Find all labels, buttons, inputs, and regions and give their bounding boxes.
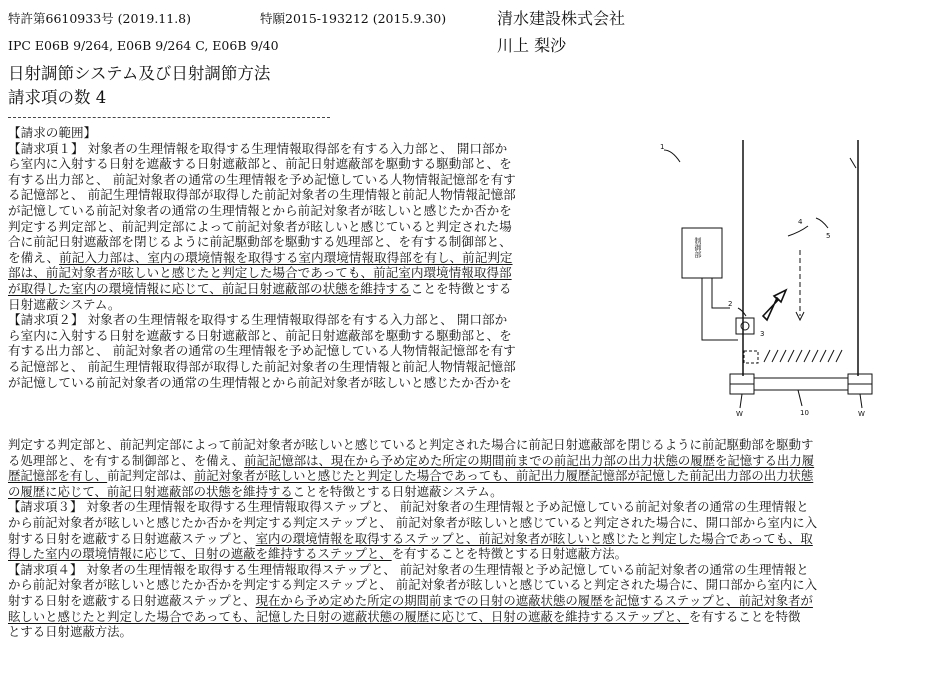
underlined-text: 前記入力部は、室内の環境情報を取得する室内環境情報取得部を有し、前記判定: [59, 249, 513, 265]
claim-line: [8, 141, 578, 157]
claim-text: ら室内に入射する日射を遮蔽する日射遮蔽部と、前記日射遮蔽部を駆動する駆動部と、を: [8, 327, 512, 343]
underlined-text: の履歴に応じて、前記日射遮蔽部の状態を維持する: [8, 483, 293, 499]
claim-line: [8, 515, 938, 531]
claim-line: [8, 499, 938, 515]
underlined-text: 部は、前記対象者が眩しいと感じたと判定した場合であっても、前記室内環境情報取得部: [8, 265, 512, 281]
ref-label: 2: [728, 300, 733, 308]
claim-line: [8, 484, 938, 500]
claim-line: [8, 281, 578, 297]
claim-count: 請求項の数 4: [8, 88, 107, 107]
invention-title: 日射調節システム及び日射調節方法: [8, 64, 271, 83]
blind-slats: [764, 350, 842, 362]
claim-line: [8, 312, 578, 328]
claim-text: る記憶部と、 前記生理情報取得部が取得した前記対象者の生理情報と前記人物情報記憶部: [8, 187, 516, 203]
claim-text: 日射遮蔽システム。: [8, 296, 121, 312]
claim-line: [8, 359, 578, 375]
claim-line: [8, 297, 578, 313]
claim-line: [8, 187, 578, 203]
claims-section: [8, 125, 578, 390]
claim-text: が記憶している前記対象者の通常の生理情報とから前記対象者が眩しいと感じたか否かを: [8, 374, 512, 390]
ref-label: 1: [660, 143, 665, 151]
claim-text: を有することを特徴: [688, 608, 801, 624]
ipc-classification: IPC E06B 9/264, E06B 9/264 C, E06B 9/40: [8, 38, 279, 53]
claim-line: [8, 577, 938, 593]
claim-text: を備え、: [8, 249, 60, 265]
claim-text: から前記対象者が眩しいと感じたか否かを判定する判定ステップと、 前記対象者が眩しいと感じていると判定された場合に、開口部から室内に入: [8, 577, 818, 593]
inventor-name: 川上 梨沙: [497, 36, 567, 55]
claim-text: ことを特徴とする: [410, 280, 512, 296]
claim-line: [8, 203, 578, 219]
claim-line: [8, 250, 578, 266]
underlined-text: 室内の環境情報を取得するステップと、前記対象者が眩しいと感じたと判定した場合であっても、取: [255, 530, 813, 546]
underlined-text: 眩しいと感じたと判定した場合であっても、記憶した日射の遮蔽状態の履歴に応じて、日射の遮蔽を維持するステップと、: [8, 608, 689, 624]
claims-continuation: [8, 437, 938, 640]
claim-line: [8, 546, 938, 562]
ref-label: 4: [798, 218, 803, 226]
claim-line: [8, 593, 938, 609]
claim-line: [8, 468, 938, 484]
claim-line: [8, 219, 578, 235]
claim-text: ことを特徴とする日射遮蔽システム。: [292, 483, 503, 499]
patent-number: 特許第6610933号 (2019.11.8): [8, 11, 192, 26]
claim-text: 有する出力部と、 前記対象者の通常の生理情報を予め記憶している人物情報記憶部を有す: [8, 343, 516, 359]
claim-line: [8, 531, 938, 547]
claim-text: 判定する判定部と、前記判定部によって前記対象者が眩しいと感じていると判定された場: [8, 218, 512, 234]
drive-unit-box: [744, 351, 758, 363]
claim-line: [8, 453, 938, 469]
claim-line: [8, 265, 578, 281]
claim-text: を有することを特徴とする日射遮蔽方法。: [391, 546, 628, 562]
claim-text: る処理部と、を有する制御部と、を備え、: [8, 452, 245, 468]
claim-text: 合に前記日射遮蔽部を閉じるように前記駆動部を駆動する処理部と、を有する制御部と、: [8, 234, 512, 250]
sunlight-arrow: [763, 290, 786, 320]
claim-line: [8, 624, 938, 640]
sensor-lens: [741, 322, 749, 330]
claim-text: が記憶している前記対象者の通常の生理情報とから前記対象者が眩しいと感じたか否かを: [8, 202, 512, 218]
control-unit-box: [682, 228, 722, 278]
patent-figure: [650, 140, 880, 420]
application-number: 特願2015-193212 (2015.9.30): [260, 11, 447, 26]
claims-heading: 【請求の範囲】: [8, 125, 97, 140]
ref-label: W: [736, 410, 743, 418]
applicant-name: 清水建設株式会社: [497, 9, 626, 28]
sensor-box: [736, 318, 754, 334]
claim-text: 【請求項４】 対象者の生理情報を取得する生理情報取得ステップと、 前記対象者の生理情報と予め記憶している前記対象者の通常の生理情報と: [8, 561, 809, 577]
claim-line: [8, 328, 578, 344]
claim-line: [8, 156, 578, 172]
claim-text: ら室内に入射する日射を遮蔽する日射遮蔽部と、前記日射遮蔽部を駆動する駆動部と、を: [8, 156, 512, 172]
control-unit-label: 制御部: [694, 237, 702, 258]
ref-label: 5: [826, 232, 831, 240]
claim-text: 射する日射を遮蔽する日射遮蔽ステップと、: [8, 592, 256, 608]
claim-text: 有する出力部と、 前記対象者の通常の生理情報を予め記憶している人物情報記憶部を有す: [8, 171, 516, 187]
claim-line: [8, 172, 578, 188]
underlined-text: 現在から予め定めた所定の期間前までの日射の遮蔽状態の履歴を記憶するステップと、前記対象者が: [255, 592, 813, 608]
leader-line: [664, 150, 680, 162]
ref-label: W: [858, 410, 865, 418]
claim-text: 【請求項３】 対象者の生理情報を取得する生理情報取得ステップと、 前記対象者の生理情報と予め記憶している前記対象者の通常の生理情報と: [8, 499, 809, 515]
underlined-text: 前記記憶部は、現在から予め定めた所定の期間前までの前記出力部の出力状態の履歴を記憶する出力履: [244, 452, 815, 468]
separator-line: [8, 117, 330, 118]
claim-line: [8, 343, 578, 359]
claim-line: [8, 375, 578, 391]
claim-line: [8, 609, 938, 625]
claim-text: とする日射遮蔽方法。: [8, 624, 132, 640]
claim-text: 【請求項２】 対象者の生理情報を取得する生理情報取得部を有する入力部と、 開口部か: [8, 312, 508, 328]
underlined-text: 前記対象者が眩しいと感じたと判定した場合であっても、前記出力履歴記憶部が記憶した前記出力部の出力状態: [193, 468, 814, 484]
underlined-text: 歴記憶部を有し、: [8, 468, 108, 484]
claim-text: から前記対象者が眩しいと感じたか否かを判定する判定ステップと、 前記対象者が眩しいと感じていると判定された場合に、開口部から室内に入: [8, 514, 818, 530]
claim-line: [8, 234, 578, 250]
claim-text: 射する日射を遮蔽する日射遮蔽ステップと、: [8, 530, 256, 546]
ref-label: 10: [800, 409, 809, 417]
claim-line: [8, 437, 938, 453]
underlined-text: が取得した室内の環境情報に応じて、前記日射遮蔽部の状態を維持する: [8, 280, 411, 296]
ref-label: 3: [760, 330, 765, 338]
claim-text: 前記判定部は、: [107, 468, 194, 484]
claim-line: [8, 562, 938, 578]
claim-text: 判定する判定部と、前記判定部によって前記対象者が眩しいと感じていると判定された場合に前記日射遮蔽部を閉じるように前記駆動部を駆動す: [8, 437, 814, 452]
claim-text: 【請求項１】 対象者の生理情報を取得する生理情報取得部を有する入力部と、 開口部か: [8, 140, 508, 156]
claims-body: [8, 141, 578, 391]
underlined-text: 得した室内の環境情報に応じて、日射の遮蔽を維持するステップと、: [8, 546, 392, 562]
claim-text: る記憶部と、 前記生理情報取得部が取得した前記対象者の生理情報と前記人物情報記憶部: [8, 358, 516, 374]
